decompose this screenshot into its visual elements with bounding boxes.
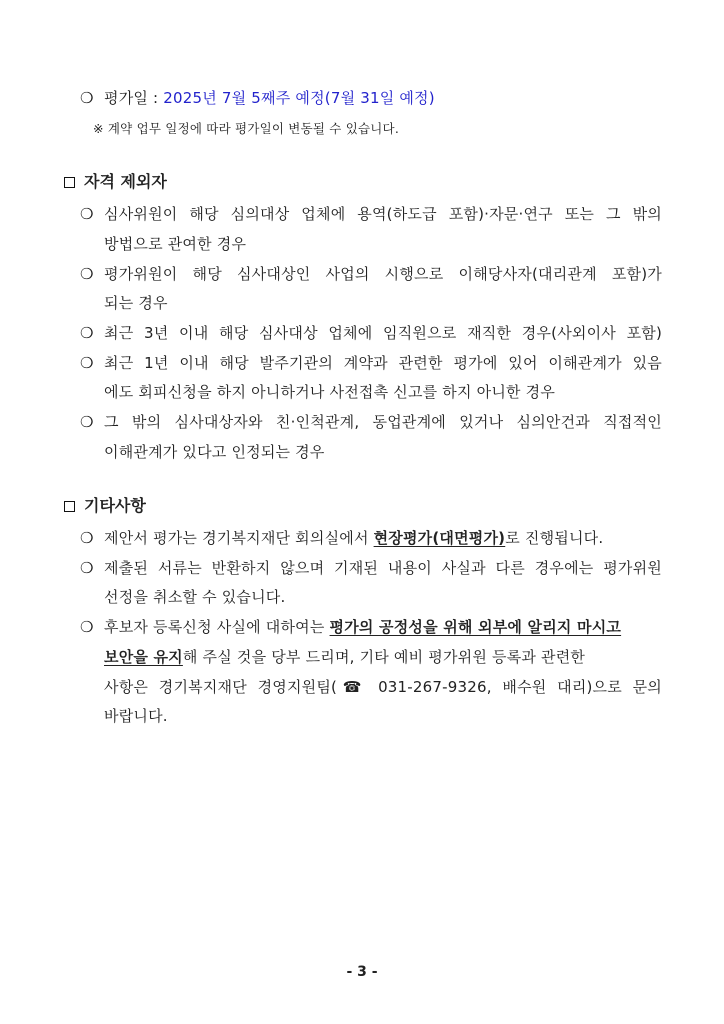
other-item-3-line-1 [104,617,621,637]
other-item-1 [104,528,603,548]
other-item-1-pre: 제안서 평가는 경기복지재단 회의실에서 [104,529,374,547]
evaluation-date-line [104,88,435,108]
checkbox-square-icon [64,177,75,188]
exclusion-item-1-line-2: 방법으로 관여한 경우 [104,235,247,253]
circle-bullet-icon: ❍ [80,413,94,431]
checkbox-square-icon [64,501,75,512]
other-matters-heading: 기타사항 [84,496,146,515]
other-item-3-line-1-emphasis: 평가의 공정성을 위해 외부에 알리지 마시고 [329,618,622,636]
circle-bullet-icon: ❍ [80,529,94,547]
exclusion-item-5-line-2: 이해관계가 있다고 인정되는 경우 [104,443,325,461]
exclusion-item-2-line-1: 평가위원이 해당 심사대상인 사업의 시행으로 이해당사자(대리관계 포함)가 [104,265,662,283]
evaluation-date-note: ※ 계약 업무 일정에 따라 평가일이 변동될 수 있습니다. [93,121,400,136]
page-number: - 3 - [346,964,378,980]
circle-bullet-icon: ❍ [80,354,94,372]
evaluation-date-value: 2025년 7월 5째주 예정(7월 31일 예정) [163,89,435,107]
other-item-1-post: 로 진행됩니다. [505,529,604,547]
other-item-3-line-2-post: 해 주실 것을 당부 드리며, 기타 예비 평가위원 등록과 관련한 [182,648,586,666]
circle-bullet-icon: ❍ [80,324,94,342]
circle-bullet-icon: ❍ [80,559,94,577]
other-item-3-line-3: 사항은 경기복지재단 경영지원팀(☎ 031-267-9326, 배수원 대리)으로 문의 [104,678,662,696]
evaluation-date-label: 평가일 : [104,89,164,107]
circle-bullet-icon: ❍ [80,89,94,107]
circle-bullet-icon: ❍ [80,618,94,636]
other-item-3-line-2 [104,647,585,667]
other-item-2-line-1: 제출된 서류는 반환하지 않으며 기재된 내용이 사실과 다른 경우에는 평가위원 [104,559,662,577]
other-item-3-line-2-emphasis: 보안을 유지 [104,648,183,666]
other-item-2-line-2: 선정을 취소할 수 있습니다. [104,588,286,606]
exclusion-item-4-line-2: 에도 회피신청을 하지 아니하거나 사전접촉 신고를 하지 아니한 경우 [104,383,556,401]
exclusion-item-4-line-1: 최근 1년 이내 해당 발주기관의 계약과 관련한 평가에 있어 이해관계가 있음 [104,354,662,372]
circle-bullet-icon: ❍ [80,205,94,223]
other-item-3-line-1-pre: 후보자 등록신청 사실에 대하여는 [104,618,330,636]
other-item-1-emphasis: 현장평가(대면평가) [373,529,506,547]
exclusion-item-5-line-1: 그 밖의 심사대상자와 친·인척관계, 동업관계에 있거나 심의안건과 직접적인 [104,413,662,431]
exclusion-item-2-line-2: 되는 경우 [104,294,168,312]
other-item-3-line-4: 바랍니다. [104,707,168,725]
circle-bullet-icon: ❍ [80,265,94,283]
exclusion-item-3-line-1: 최근 3년 이내 해당 심사대상 업체에 임직원으로 재직한 경우(사외이사 포함) [104,324,662,342]
exclusion-item-1-line-1: 심사위원이 해당 심의대상 업체에 용역(하도급 포함)·자문·연구 또는 그 밖의 [104,205,662,223]
exclusion-heading: 자격 제외자 [84,172,167,191]
